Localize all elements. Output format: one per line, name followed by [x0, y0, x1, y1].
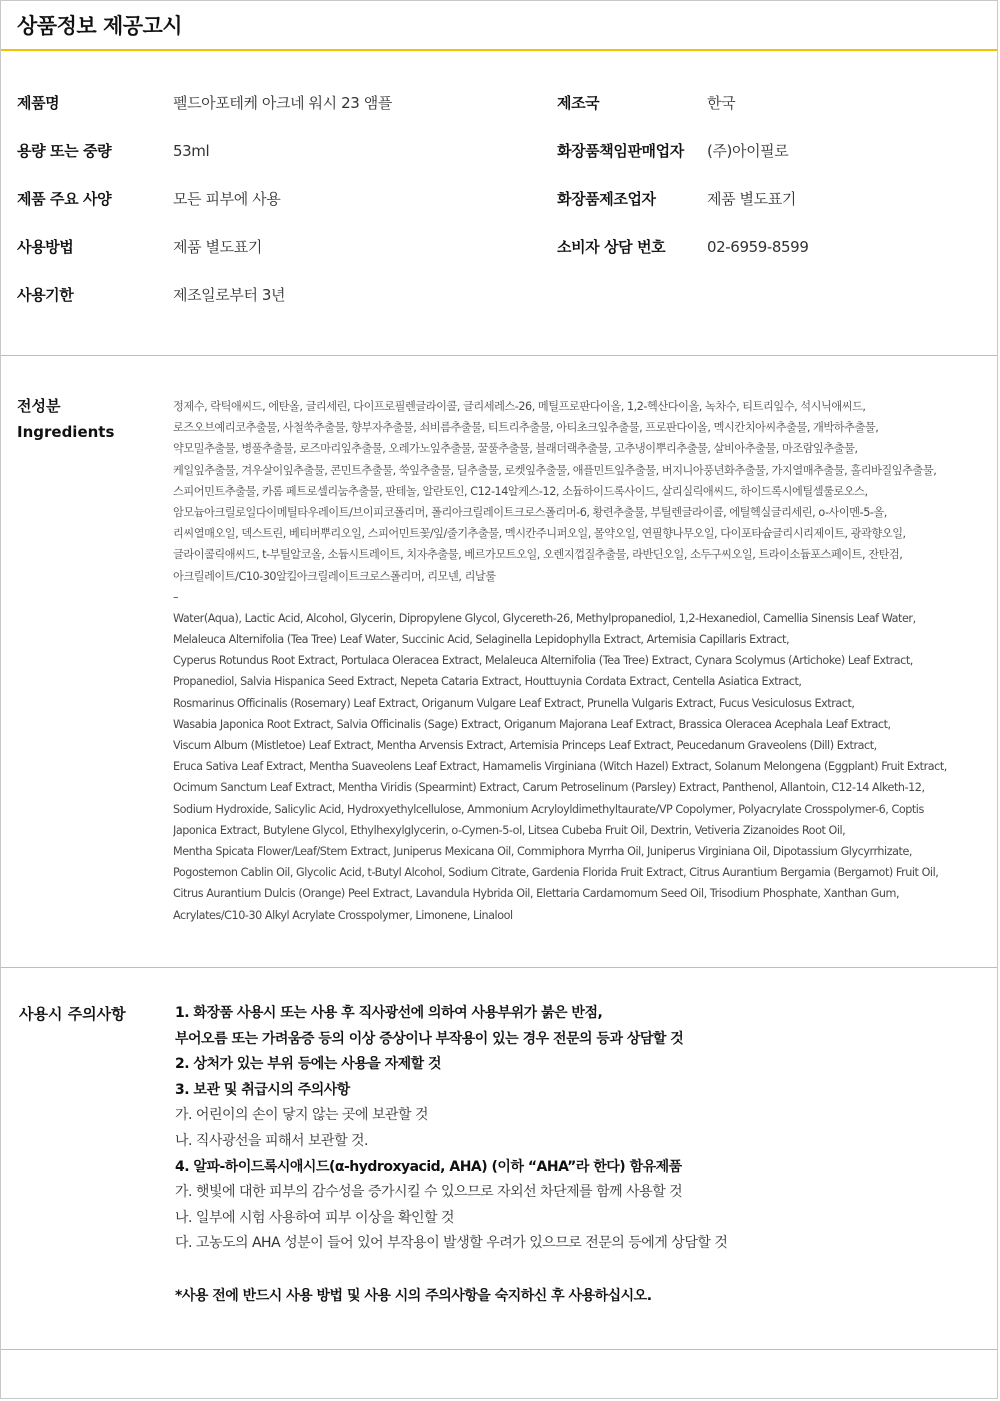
ingredient-line: 약모밀추출물, 병풀추출물, 로즈마리잎추출물, 오레가노잎추출물, 꿀풀추출물, 블래더랙추출물, 고추냉이뿌리추출물, 살비아추출물, 마조람잎추출물,: [173, 442, 858, 456]
ingredient-line: Pogostemon Cablin Oil, Glycolic Acid, t-Butyl Alcohol, Sodium Citrate, Gardenia Florida Fruit Extract, Citrus Aurantium Bergamia (Bergamot) Fruit Oil,: [173, 866, 939, 880]
ingredient-line: Rosmarinus Officinalis (Rosemary) Leaf Extract, Origanum Vulgare Leaf Extract, Prunella Vulgaris Extract, Fucus Vesiculosus Extract,: [173, 696, 855, 710]
caution-list: [175, 1001, 975, 1257]
ingredient-line: Sodium Hydroxide, Salicylic Acid, Hydroxyethylcellulose, Ammonium Acryloyldimethyltaurate/VP Copolymer, Polyacrylate Crosspolymer-6, Coptis: [173, 802, 924, 816]
spec-value-main-spec: 모든 피부에 사용: [173, 190, 281, 208]
ingredient-line: Ocimum Sanctum Leaf Extract, Mentha Viridis (Spearmint) Extract, Carum Petroselinum (Parsley) Extract, Panthenol, Allantoin, C12-14 Alketh-12,: [173, 781, 925, 795]
ingredient-line: 암모늄아크릴로일다이메틸타우레이트/브이피코폴리머, 폴리아크릴레이트크로스폴리머-6, 황련추출물, 부틸렌글라이콜, 에틸헥실글리세린, o-사이멘-5-올,: [173, 505, 887, 519]
ingredients-list: [173, 396, 963, 926]
ingredient-line: 로즈오브예리코추출물, 사철쑥추출물, 향부자추출물, 쇠비름추출물, 티트리추출물, 아티초크잎추출물, 프로판다이올, 멕시칸치아씨추출물, 개박하추출물,: [173, 421, 879, 435]
ingredients-title-en: Ingredients: [17, 423, 115, 441]
ingredient-line: Cyperus Rotundus Root Extract, Portulaca Oleracea Extract, Melaleuca Alternifolia (Tea Tree) Extract, Cynara Scolymus (Artichoke) Leaf Extract,: [173, 654, 913, 668]
spec-label-volume: 용량 또는 중량: [17, 142, 112, 160]
caution-title: 사용시 주의사항: [19, 1005, 126, 1023]
usage-notice: *사용 전에 반드시 사용 방법 및 사용 시의 주의사항을 숙지하신 후 사용하십시오.: [175, 1288, 652, 1304]
ingredient-line: Propanediol, Salvia Hispanica Seed Extract, Nepeta Cataria Extract, Houttuynia Cordata Extract, Centella Asiatica Extract,: [173, 675, 802, 689]
spec-value-manufacturer: 제품 별도표기: [707, 190, 796, 208]
ingredient-line: 스피어민트추출물, 카롬 페트로셀리눔추출물, 판테놀, 알란토인, C12-14알케스-12, 소듐하이드록사이드, 살리실릭애씨드, 하이드록시에틸셀룰로오스,: [173, 484, 868, 498]
section-divider: [1, 967, 997, 968]
ingredient-line: 리씨열매오일, 덱스트린, 베티버뿌리오일, 스피어민트꽃/잎/줄기추출물, 멕시칸주니퍼오일, 몰약오일, 연필향나무오일, 다이포타슘글리시리제이트, 광곽향오일,: [173, 527, 906, 541]
ingredient-line: Mentha Spicata Flower/Leaf/Stem Extract, Juniperus Mexicana Oil, Commiphora Myrrha Oil, Juniperus Virginiana Oil, Dipotassium Glycyrrhizate,: [173, 844, 913, 858]
ingredient-line: Viscum Album (Mistletoe) Leaf Extract, Mentha Arvensis Extract, Artemisia Princeps Leaf Extract, Peucedanum Graveolens (Dill) Extract,: [173, 739, 877, 752]
spec-value-product-name: 펠드아포테케 아크네 워시 23 앰플: [173, 94, 392, 112]
title-bar: [1, 1, 997, 51]
spec-label-usage: 사용방법: [17, 238, 74, 256]
ingredient-line: Japonica Extract, Butylene Glycol, Ethylhexylglycerin, o-Cymen-5-ol, Litsea Cubeba Fruit Oil, Dextrin, Vetiveria Zizanoides Root Oil,: [173, 823, 846, 837]
ingredient-line: Water(Aqua), Lactic Acid, Alcohol, Glycerin, Dipropylene Glycol, Glycereth-26, Methylpropanediol, 1,2-Hexanediol, Camellia Sinensis Leaf Water,: [173, 611, 916, 625]
spec-label-country: 제조국: [557, 94, 600, 112]
caution-item: 4. 알파-하이드록시애시드(α-hydroxyacid, AHA) (이하 “AHA”라 한다) 함유제품: [175, 1158, 682, 1175]
ingredient-line: Citrus Aurantium Dulcis (Orange) Peel Extract, Lavandula Hybrida Oil, Elettaria Cardamomum Seed Oil, Trisodium Phosphate, Xanthan Gum,: [173, 887, 900, 901]
caution-subitem: 나. 일부에 시험 사용하여 피부 이상을 확인할 것: [175, 1209, 455, 1226]
ingredient-line: 글라이콜릭애씨드, t-부틸알코올, 소듐시트레이트, 치자추출물, 베르가모트오일, 오렌지껍질추출물, 라반딘오일, 소두구씨오일, 트라이소듐포스페이트, 잔탄검,: [173, 548, 903, 562]
section-divider: [1, 1349, 997, 1350]
spec-value-usage: 제품 별도표기: [173, 238, 262, 256]
page-title: 상품정보 제공고시: [17, 14, 183, 38]
ingredient-line: 케일잎추출물, 겨우살이잎추출물, 콘민트추출물, 쑥잎추출물, 딜추출물, 로켓잎추출물, 애플민트잎추출물, 버지니아풍년화추출물, 가지열매추출물, 홀리바질잎추출물,: [173, 463, 937, 477]
spec-label-seller: 화장품책임판매업자: [557, 142, 684, 160]
spec-label-product-name: 제품명: [17, 94, 60, 112]
spec-value-country: 한국: [707, 94, 736, 112]
caution-item: 2. 상처가 있는 부위 등에는 사용을 자제할 것: [175, 1056, 442, 1073]
ingredients-title: [17, 393, 114, 445]
caution-subitem: 가. 어린이의 손이 닿지 않는 곳에 보관할 것: [175, 1107, 429, 1124]
ingredients-title-ko: 전성분: [17, 397, 61, 415]
spec-label-manufacturer: 화장품제조업자: [557, 190, 656, 208]
spec-label-main-spec: 제품 주요 사양: [17, 190, 112, 208]
spec-value-volume: 53ml: [173, 142, 210, 160]
ingredient-line: Melaleuca Alternifolia (Tea Tree) Leaf Water, Succinic Acid, Selaginella Lepidophylla Extract, Artemisia Capillaris Extract,: [173, 633, 790, 647]
ingredient-line: Wasabia Japonica Root Extract, Salvia Officinalis (Sage) Extract, Origanum Majorana Leaf Extract, Brassica Oleracea Acephala Leaf Extract,: [173, 717, 891, 731]
caution-item: 1. 화장품 사용시 또는 사용 후 직사광선에 의하여 사용부위가 붉은 반점,: [175, 1005, 603, 1021]
caution-subitem: 다. 고농도의 AHA 성분이 들어 있어 부작용이 발생할 우려가 있으므로 전문의 등에게 상담할 것: [175, 1235, 728, 1252]
ingredient-line: Acrylates/C10-30 Alkyl Acrylate Crosspolymer, Limonene, Linalool: [173, 908, 513, 922]
ingredient-separator: –: [173, 590, 179, 604]
ingredient-line: 정제수, 락틱애씨드, 에탄올, 글리세린, 다이프로필렌글라이콜, 글리세레스-26, 메틸프로판다이올, 1,2-헥산다이올, 녹차수, 티트리잎수, 석시닉애씨드,: [173, 400, 866, 413]
spec-label-contact: 소비자 상담 번호: [557, 238, 666, 256]
caution-item: 부어오름 또는 가려움증 등의 이상 증상이나 부작용이 있는 경우 전문의 등과 상담할 것: [175, 1030, 684, 1047]
section-divider: [1, 355, 997, 356]
spec-value-expiry: 제조일로부터 3년: [173, 286, 286, 304]
ingredient-line: Eruca Sativa Leaf Extract, Mentha Suaveolens Leaf Extract, Hamamelis Virginiana (Witch Hazel) Extract, Solanum Melongena (Eggplant) Fruit Extract,: [173, 760, 947, 774]
spec-value-seller: (주)아이필로: [707, 142, 789, 160]
spec-label-expiry: 사용기한: [17, 286, 74, 304]
caution-subitem: 나. 직사광선을 피해서 보관할 것.: [175, 1132, 369, 1149]
caution-subitem: 가. 햇빛에 대한 피부의 감수성을 증가시킬 수 있으므로 자외선 차단제를 함께 사용할 것: [175, 1184, 683, 1201]
caution-item: 3. 보관 및 취급시의 주의사항: [175, 1081, 350, 1098]
spec-value-contact: 02-6959-8599: [707, 238, 809, 256]
ingredient-line: 아크릴레이트/C10-30알킬아크릴레이트크로스폴리머, 리모넨, 리날룰: [173, 569, 496, 583]
